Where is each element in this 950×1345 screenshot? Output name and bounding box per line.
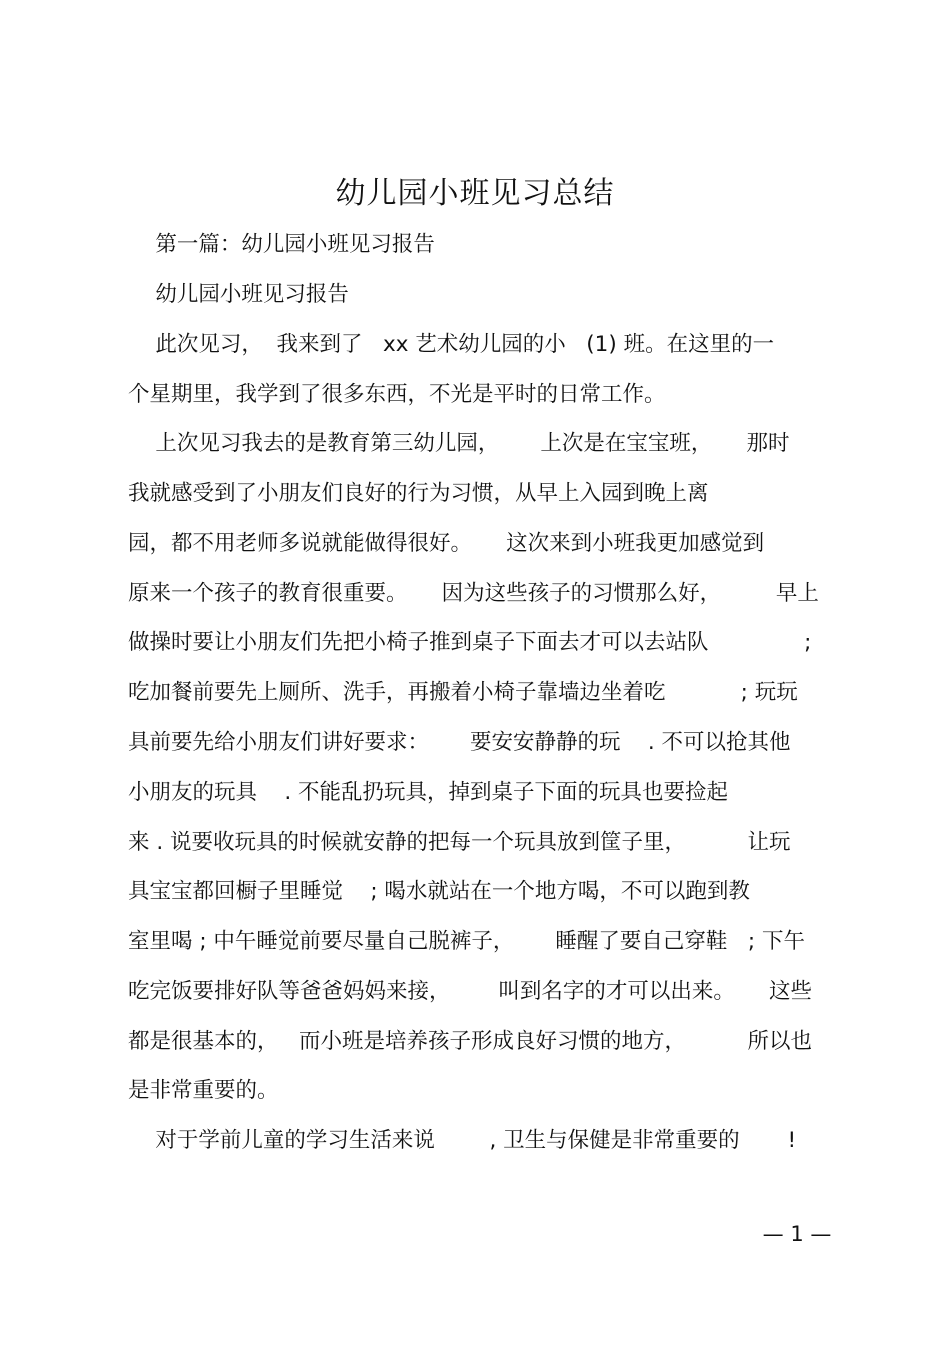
text-line: 吃完饭要排好队等爸爸妈妈来接， 叫到名字的才可以出来。 这些 [128, 979, 813, 1004]
text-line: 来 . 说要收玩具的时候就安静的把每一个玩具放到筐子里， 让玩 [128, 830, 791, 855]
text-line: 此次见习， 我来到了 xx 艺术幼儿园的小 (1) 班。在这里的一 [128, 332, 775, 357]
text-line: 小朋友的玩具 . 不能乱扔玩具，掉到桌子下面的玩具也要捡起 [128, 780, 729, 805]
text-line: 室里喝 ; 中午睡觉前要尽量自己脱裤子， 睡醒了要自己穿鞋 ; 下午 [128, 929, 806, 954]
text-line: 个星期里，我学到了很多东西，不光是平时的日常工作。 [128, 382, 666, 407]
text-line: 具宝宝都回橱子里睡觉 ; 喝水就站在一个地方喝，不可以跑到教 [128, 879, 750, 904]
text-line: 对于学前儿童的学习生活来说 , 卫生与保健是非常重要的 ! [128, 1128, 797, 1153]
document-title: 幼儿园小班见习总结 [335, 176, 615, 211]
text-line: 幼儿园小班见习报告 [128, 282, 349, 307]
text-line: 我就感受到了小朋友们良好的行为习惯，从早上入园到晚上离 [128, 481, 709, 506]
text-line: 上次见习我去的是教育第三幼儿园， 上次是在宝宝班， 那时 [128, 431, 790, 456]
page-number: — 1 — [762, 1222, 832, 1246]
text-line: 原来一个孩子的教育很重要。 因为这些孩子的习惯那么好， 早上 [128, 581, 819, 606]
text-line: 具前要先给小朋友们讲好要求： 要安安静静的玩 . 不可以抢其他 [128, 730, 791, 755]
text-line: 是非常重要的。 [128, 1078, 279, 1103]
text-line: 第一篇：幼儿园小班见习报告 [128, 232, 435, 257]
text-line: 吃加餐前要先上厕所、洗手，再搬着小椅子靠墙边坐着吃 ; 玩玩 [128, 680, 798, 705]
text-line: 园，都不用老师多说就能做得很好。 这次来到小班我更加感觉到 [128, 531, 765, 556]
text-line: 做操时要让小朋友们先把小椅子推到桌子下面去才可以去站队 ; [128, 630, 812, 655]
text-line: 都是很基本的， 而小班是培养孩子形成良好习惯的地方， 所以也 [128, 1029, 813, 1054]
